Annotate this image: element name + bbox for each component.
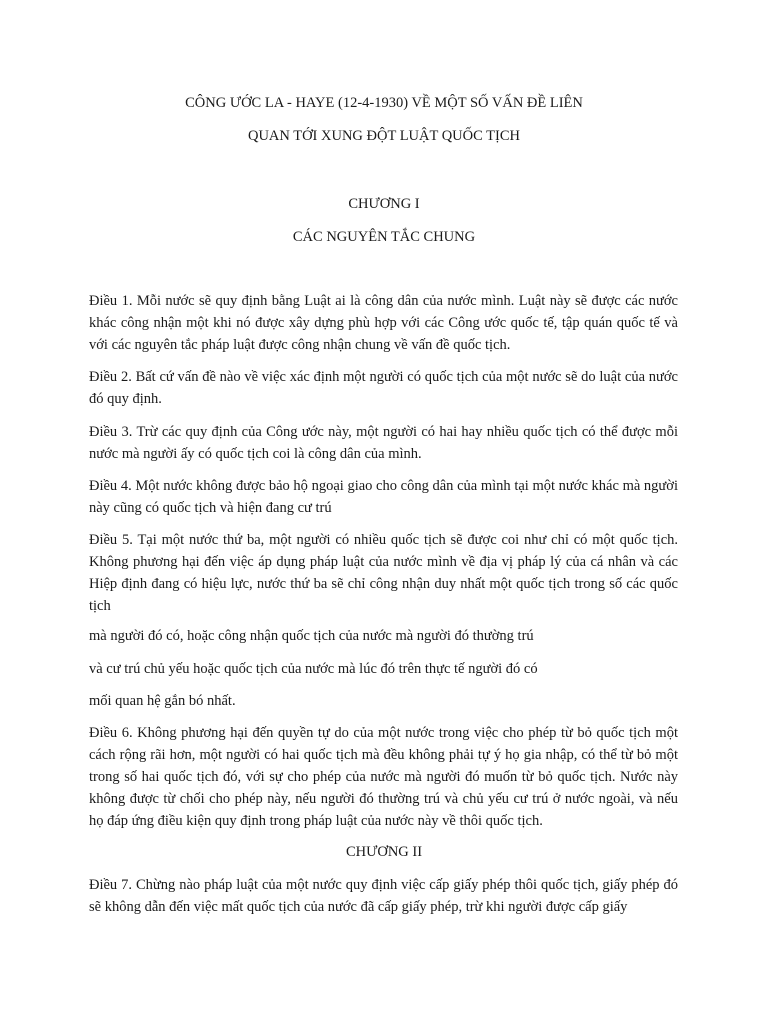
chapter-2-heading: CHƯƠNG II xyxy=(345,844,423,860)
article-5-continuation-3: mối quan hệ gắn bó nhất. xyxy=(89,693,236,709)
article-5-continuation-1: mà người đó có, hoặc công nhận quốc tịch của nước mà người đó thường trú xyxy=(89,628,534,644)
article-4: Điều 4. Một nước không được bảo hộ ngoại giao cho công dân của mình tại một nước khác mà người này cũng có quốc tịch và hiện đang cư trú xyxy=(89,478,678,516)
document-title-line-1: CÔNG ƯỚC LA - HAYE (12-4-1930) VỀ MỘT SỐ VẤN ĐỀ LIÊN xyxy=(185,95,583,111)
document-title-line-2: QUAN TỚI XUNG ĐỘT LUẬT QUỐC TỊCH xyxy=(247,128,520,144)
article-2: Điều 2. Bất cứ vấn đề nào về việc xác định một người có quốc tịch của một nước sẽ do luật của nước đó quy định. xyxy=(89,369,678,407)
article-6: Điều 6. Không phương hại đến quyền tự do của một nước trong việc cho phép từ bỏ quốc tịch một cách rộng rãi hơn, một người có hai quốc tịch mà đều không phải tự ý họ gia nhập, có thể từ bỏ một trong số hai quốc tịch đó, với sự cho phép của nước mà người đó muốn từ bỏ quốc tịch. Nước này không được từ chối cho phép này, nếu người đó thường trú và chủ yếu cư trú ở nước ngoài, và nếu họ đáp ứng điều kiện quy định trong pháp luật của nước này về thôi quốc tịch. xyxy=(89,725,678,829)
article-7: Điều 7. Chừng nào pháp luật của một nước quy định việc cấp giấy phép thôi quốc tịch, giấy phép đó sẽ không dẫn đến việc mất quốc tịch của nước đã cấp giấy phép, trừ khi người được cấp giấy xyxy=(89,877,678,915)
article-5-continuation-2: và cư trú chủ yếu hoặc quốc tịch của nước mà lúc đó trên thực tế người đó có xyxy=(89,661,538,677)
chapter-1-title: CÁC NGUYÊN TẮC CHUNG xyxy=(292,229,476,245)
article-1: Điều 1. Mỗi nước sẽ quy định bằng Luật ai là công dân của nước mình. Luật này sẽ được các nước khác công nhận một khi nó được xây dựng phù hợp với các Công ước quốc tế, tập quán quốc tế và với các nguyên tắc pháp luật được công nhận chung về vấn đề quốc tịch. xyxy=(89,293,678,353)
chapter-1-heading: CHƯƠNG I xyxy=(348,196,420,212)
article-5: Điều 5. Tại một nước thứ ba, một người có nhiều quốc tịch sẽ được coi như chỉ có một quốc tịch. Không phương hại đến việc áp dụng pháp luật của nước mình về địa vị pháp lý của cá nhân và các Hiệp định đang có hiệu lực, nước thứ ba sẽ chỉ công nhận duy nhất một quốc tịch trong số các quốc tịch xyxy=(89,532,678,614)
article-3: Điều 3. Trừ các quy định của Công ước này, một người có hai hay nhiều quốc tịch có thể được mỗi nước mà người ấy có quốc tịch coi là công dân của mình. xyxy=(89,424,678,462)
